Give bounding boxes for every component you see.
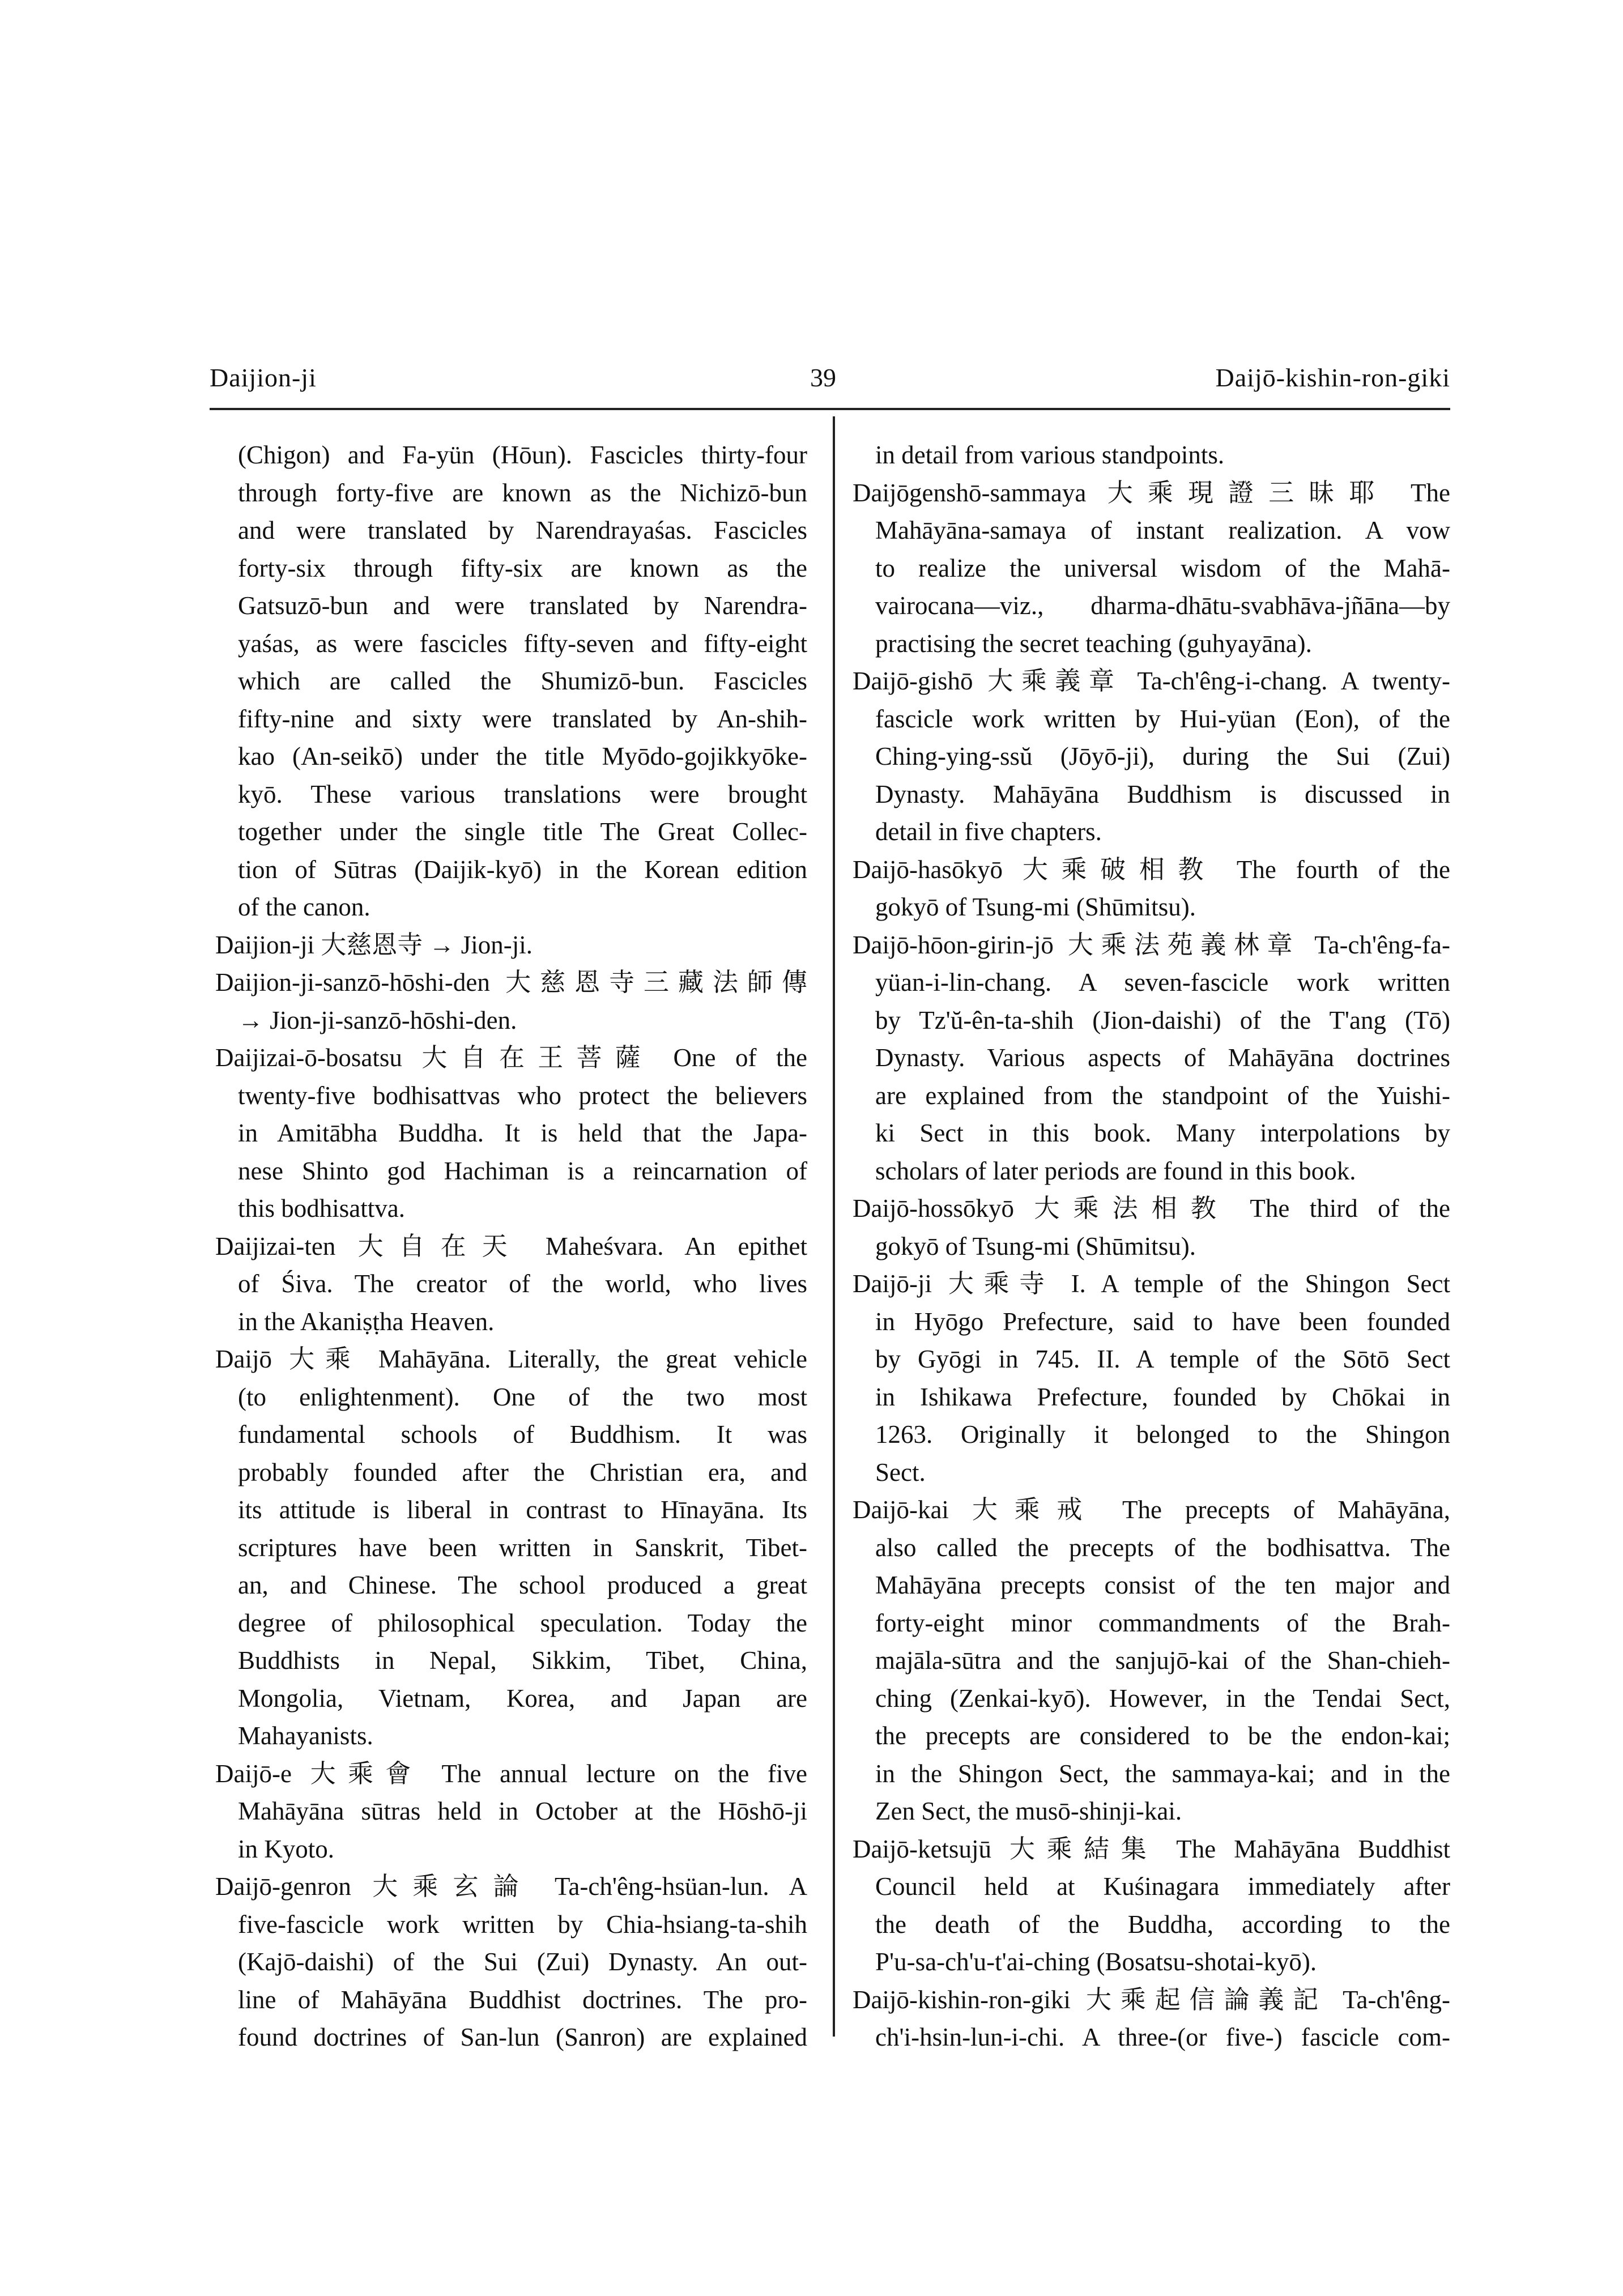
entry-headline: Daijōgenshō-sammaya 大乘現證三昧耶 The — [853, 478, 1450, 507]
text-line: practising the secret teaching (guhyayāna). — [875, 629, 1312, 658]
entry-headline: Daijō-gishō 大乘義章 Ta-ch'êng-i-chang. A twenty- — [853, 667, 1450, 695]
entry-headline: Daijō-kai 大乘戒 The precepts of Mahāyāna, — [853, 1496, 1450, 1524]
text-line: in the Shingon Sect, the sammaya-kai; and in the — [875, 1759, 1450, 1788]
entry-headline: Daijion-ji 大慈恩寺 → Jion-ji. — [215, 930, 533, 959]
text-line: Sect. — [875, 1458, 926, 1486]
entry-headline: Daijō-ketsujū 大乘結集 The Mahāyāna Buddhist — [853, 1834, 1450, 1863]
text-line: P'u-sa-ch'u-t'ai-ching (Bosatsu-shotai-kyō). — [875, 1948, 1317, 1976]
text-line: in Kyoto. — [238, 1834, 335, 1863]
text-line: Ching-ying-ssŭ (Jōyō-ji), during the Sui (Zui) — [875, 742, 1450, 770]
text-line: an, and Chinese. The school produced a great — [238, 1571, 807, 1599]
text-line: also called the precepts of the bodhisattva. The — [875, 1533, 1450, 1562]
text-line: fascicle work written by Hui-yüan (Eon), of the — [875, 704, 1450, 733]
text-line: Buddhists in Nepal, Sikkim, Tibet, China, — [238, 1646, 807, 1675]
text-line: this bodhisattva. — [238, 1194, 405, 1222]
text-line: of Śiva. The creator of the world, who lives — [238, 1270, 807, 1298]
text-line: → Jion-ji-sanzō-hōshi-den. — [238, 1006, 517, 1034]
text-line: by Tz'ŭ-ên-ta-shih (Jion-daishi) of the T'ang (Tō) — [875, 1006, 1450, 1034]
text-line: tion of Sūtras (Daijik-kyō) in the Korean edition — [238, 855, 807, 884]
text-line: 1263. Originally it belonged to the Shingon — [875, 1420, 1450, 1449]
text-line: which are called the Shumizō-bun. Fascicles — [238, 667, 807, 695]
header-rule — [210, 408, 1450, 410]
entry-headline: Daijō 大乘 Mahāyāna. Literally, the great vehicle — [215, 1345, 807, 1373]
entry-headline: Daijō-hōon-girin-jō 大乘法苑義林章 Ta-ch'êng-fa- — [853, 930, 1450, 959]
text-line: Council held at Kuśinagara immediately after — [875, 1872, 1450, 1901]
text-line: ching (Zenkai-kyō). However, in the Tendai Sect, — [875, 1684, 1450, 1713]
text-line: through forty-five are known as the Nichizō-bun — [238, 478, 807, 507]
text-line: and were translated by Narendrayaśas. Fascicles — [238, 516, 807, 544]
text-line: the death of the Buddha, according to the — [875, 1910, 1450, 1939]
text-line: forty-six through fifty-six are known as the — [238, 553, 807, 582]
text-line: Dynasty. Mahāyāna Buddhism is discussed in — [875, 779, 1450, 808]
text-line: nese Shinto god Hachiman is a reincarnation of — [238, 1156, 807, 1185]
entry-headline: Daijizai-ō-bosatsu 大自在王菩薩 One of the — [215, 1043, 807, 1072]
text-line: five-fascicle work written by Chia-hsiang-ta-shih — [238, 1910, 807, 1939]
text-line: detail in five chapters. — [875, 817, 1102, 846]
text-line: in the Akaniṣṭha Heaven. — [238, 1307, 495, 1336]
text-line: the precepts are considered to be the endon-kai; — [875, 1722, 1450, 1750]
text-line: (Kajō-daishi) of the Sui (Zui) Dynasty. An out- — [238, 1948, 807, 1976]
text-line: of the canon. — [238, 893, 370, 921]
text-line: (to enlightenment). One of the two most — [238, 1382, 807, 1411]
text-line: majāla-sūtra and the sanjujō-kai of the Shan-chieh- — [875, 1646, 1450, 1675]
text-line: in detail from various standpoints. — [875, 441, 1225, 469]
text-line: forty-eight minor commandments of the Brah- — [875, 1608, 1450, 1637]
text-line: ch'i-hsin-lun-i-chi. A three-(or five-) fascicle com- — [875, 2023, 1450, 2051]
left-column — [215, 436, 807, 2056]
text-line: scriptures have been written in Sanskrit, Tibet- — [238, 1533, 807, 1562]
text-line: fifty-nine and sixty were translated by An-shih- — [238, 704, 807, 733]
column-divider — [833, 416, 835, 2037]
entry-headline: Daijizai-ten 大自在天 Maheśvara. An epithet — [215, 1232, 807, 1260]
text-line: (Chigon) and Fa-yün (Hōun). Fascicles thirty-four — [238, 441, 807, 469]
running-header — [210, 363, 1450, 414]
text-line: degree of philosophical speculation. Today the — [238, 1608, 807, 1637]
entry-headline: Daijō-hasōkyō 大乘破相教 The fourth of the — [853, 855, 1450, 884]
page-number: 39 — [810, 363, 836, 392]
text-line: Mahāyāna precepts consist of the ten major and — [875, 1571, 1450, 1599]
entry-headline: Daijion-ji-sanzō-hōshi-den 大慈恩寺三藏法師傳 — [215, 968, 807, 996]
text-line: Zen Sect, the musō-shinji-kai. — [875, 1797, 1182, 1825]
text-line: Gatsuzō-bun and were translated by Narendra- — [238, 591, 807, 620]
text-line: found doctrines of San-lun (Sanron) are explained — [238, 2023, 807, 2051]
text-line: Mahayanists. — [238, 1722, 373, 1750]
text-line: Mahāyāna sūtras held in October at the Hōshō-ji — [238, 1797, 807, 1825]
text-line: fundamental schools of Buddhism. It was — [238, 1420, 807, 1449]
header-left-guideword: Daijion-ji — [210, 363, 317, 392]
text-line: Mahāyāna-samaya of instant realization. A vow — [875, 516, 1450, 544]
text-line: its attitude is liberal in contrast to Hīnayāna. Its — [238, 1496, 807, 1524]
text-line: scholars of later periods are found in this book. — [875, 1156, 1356, 1185]
text-line: together under the single title The Great Collec- — [238, 817, 807, 846]
text-line: probably founded after the Christian era, and — [238, 1458, 807, 1486]
right-column — [853, 436, 1450, 2056]
text-line: ki Sect in this book. Many interpolations by — [875, 1119, 1450, 1147]
entry-headline: Daijō-kishin-ron-giki 大乘起信論義記 Ta-ch'êng- — [853, 1985, 1450, 2014]
text-line: to realize the universal wisdom of the Mahā- — [875, 553, 1450, 582]
entry-headline: Daijō-e 大乘會 The annual lecture on the five — [215, 1759, 807, 1788]
text-line: in Amitābha Buddha. It is held that the Japa- — [238, 1119, 807, 1147]
text-line: kyō. These various translations were brought — [238, 779, 807, 808]
text-line: in Hyōgo Prefecture, said to have been founded — [875, 1307, 1450, 1336]
text-line: kao (An-seikō) under the title Myōdo-gojikkyōke- — [238, 742, 807, 770]
text-line: yaśas, as were fascicles fifty-seven and fifty-eight — [238, 629, 807, 658]
entry-headline: Daijō-ji 大乘寺 I. A temple of the Shingon Sect — [853, 1270, 1450, 1298]
text-line: line of Mahāyāna Buddhist doctrines. The pro- — [238, 1985, 807, 2014]
text-line: twenty-five bodhisattvas who protect the believers — [238, 1081, 807, 1110]
text-line: Mongolia, Vietnam, Korea, and Japan are — [238, 1684, 807, 1713]
entry-headline: Daijō-genron 大乘玄論 Ta-ch'êng-hsüan-lun. A — [215, 1872, 807, 1901]
header-right-guideword: Daijō-kishin-ron-giki — [1215, 363, 1450, 392]
text-line: are explained from the standpoint of the Yuishi- — [875, 1081, 1450, 1110]
text-line: by Gyōgi in 745. II. A temple of the Sōtō Sect — [875, 1345, 1450, 1373]
entry-headline: Daijō-hossōkyō 大乘法相教 The third of the — [853, 1194, 1450, 1222]
text-line: vairocana—viz., dharma-dhātu-svabhāva-jñāna—by — [875, 591, 1450, 620]
text-line: Dynasty. Various aspects of Mahāyāna doctrines — [875, 1043, 1450, 1072]
text-line: yüan-i-lin-chang. A seven-fascicle work written — [875, 968, 1450, 996]
text-line: gokyō of Tsung-mi (Shūmitsu). — [875, 893, 1196, 921]
text-line: in Ishikawa Prefecture, founded by Chōkai in — [875, 1382, 1450, 1411]
text-line: gokyō of Tsung-mi (Shūmitsu). — [875, 1232, 1196, 1260]
